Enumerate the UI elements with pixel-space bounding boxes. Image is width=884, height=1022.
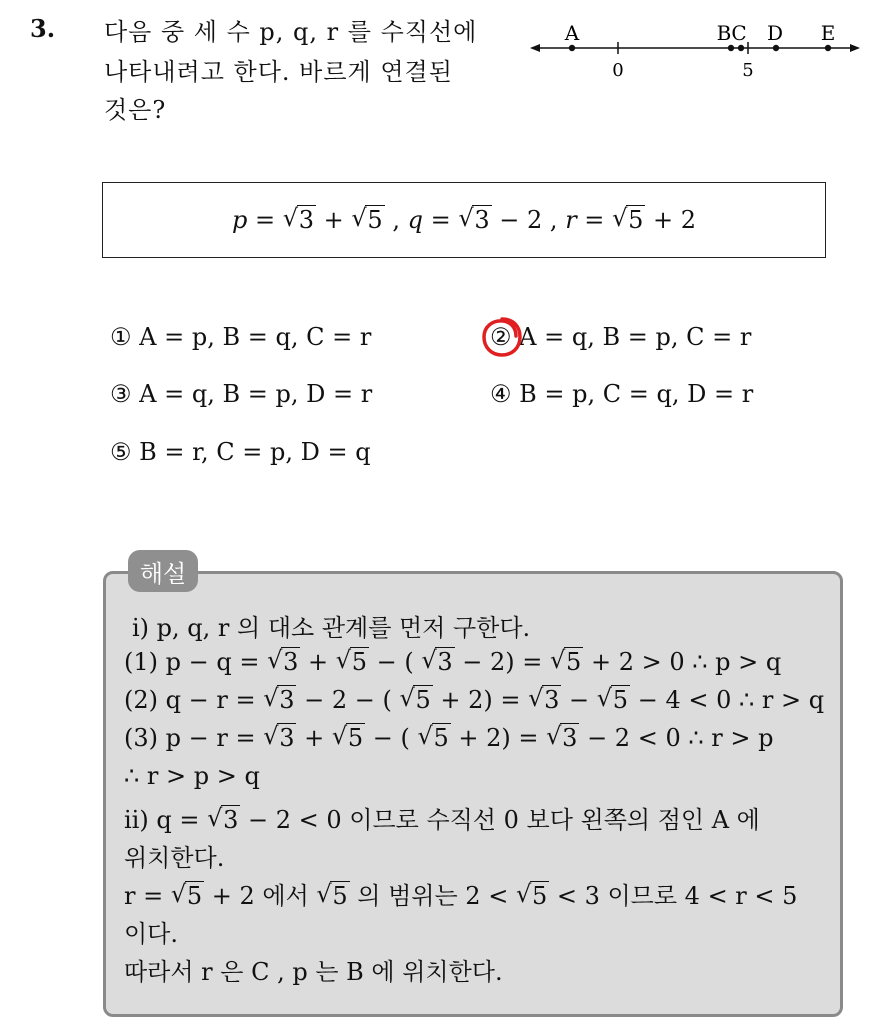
choice-2[interactable] [490, 323, 751, 351]
choice-text: A = q, B = p, C = r [519, 323, 752, 351]
r-lhs: r = [565, 206, 605, 234]
sqrt-5: √ 5 [612, 206, 645, 234]
solution-tab: 해설 [128, 550, 198, 592]
question-line-3: 것은? [104, 96, 167, 124]
solution-line-6: ⅱ) q = √ 3 − 2 < 0 이므로 수직선 0 보다 왼쪽의 점인 A 에 [124, 800, 760, 835]
sqrt-3: √ 3 [458, 206, 491, 234]
choice-3[interactable] [110, 380, 372, 408]
separator: , [392, 206, 400, 234]
sqrt-5: √ 5 [351, 206, 384, 234]
q-rest: − 2 , [499, 206, 558, 234]
left-arrow-icon [530, 44, 540, 52]
choice-number: ① [110, 323, 132, 351]
p-lhs: p = [232, 206, 276, 234]
choice-number: ② [490, 323, 512, 351]
solution-line-3: (2) q − r = √ 3 − 2 − ( √ 5 + 2) = √ 3 − √ 5 − 4 < 0 ∴ r > q [124, 686, 824, 714]
label-d: D [766, 21, 784, 45]
choice-4[interactable] [490, 380, 753, 408]
solution-line-4: (3) p − r = √ 3 + √ 5 − ( √ 5 + 2) = √ 3 − 2 < 0 ∴ r > p [124, 724, 773, 752]
choice-1[interactable] [110, 323, 371, 351]
tick-label-0: 0 [612, 60, 624, 81]
point-c [738, 45, 744, 51]
r-rest: + 2 [652, 206, 696, 234]
label-c: C [731, 21, 747, 45]
choice-text: A = p, B = q, C = r [139, 323, 372, 351]
number-line [528, 18, 864, 88]
solution-line-7: 위치한다. [124, 844, 225, 872]
choice-5[interactable] [110, 438, 371, 466]
label-a: A [564, 21, 580, 45]
point-e [825, 45, 831, 51]
solution-line-1: ⅰ) p, q, r 의 대소 관계를 먼저 구한다. [132, 614, 531, 642]
choice-text: A = q, B = p, D = r [139, 380, 373, 408]
q-lhs: q = [407, 206, 451, 234]
formula-content [232, 206, 696, 234]
question-line-1: 다음 중 세 수 p, q, r 를 수직선에 [104, 18, 478, 46]
point-a [569, 45, 575, 51]
choice-text: B = p, C = q, D = r [519, 380, 754, 408]
choice-number: ③ [110, 380, 132, 408]
solution-line-5: ∴ r > p > q [124, 762, 260, 790]
question-number: 3. [30, 14, 56, 43]
sqrt-3: √ 3 [283, 206, 316, 234]
choice-text: B = r, C = p, D = q [139, 438, 371, 466]
solution-line-10: 따라서 r 은 C , p 는 B 에 위치한다. [124, 958, 503, 986]
choice-number: ⑤ [110, 438, 132, 466]
choice-number: ④ [490, 380, 512, 408]
question-line-2: 나타내려고 한다. 바르게 연결된 [104, 58, 453, 86]
point-d [773, 45, 779, 51]
solution-line-2: (1) p − q = √ 3 + √ 5 − ( √ 3 − 2) = √ 5 + 2 > 0 ∴ p > q [124, 648, 781, 676]
tick-label-5: 5 [742, 60, 754, 81]
answer-circle-icon [481, 316, 523, 358]
op-plus: + [323, 206, 344, 234]
solution-line-8: r = √ 5 + 2 에서 √ 5 의 범위는 2 < √ 5 < 3 이므로 4 < r < 5 [124, 876, 797, 911]
label-e: E [820, 21, 836, 45]
solution-line-9: 이다. [124, 920, 178, 948]
right-arrow-icon [850, 44, 860, 52]
label-b: B [716, 21, 732, 45]
given-formula-box [102, 182, 826, 258]
point-b [728, 45, 734, 51]
